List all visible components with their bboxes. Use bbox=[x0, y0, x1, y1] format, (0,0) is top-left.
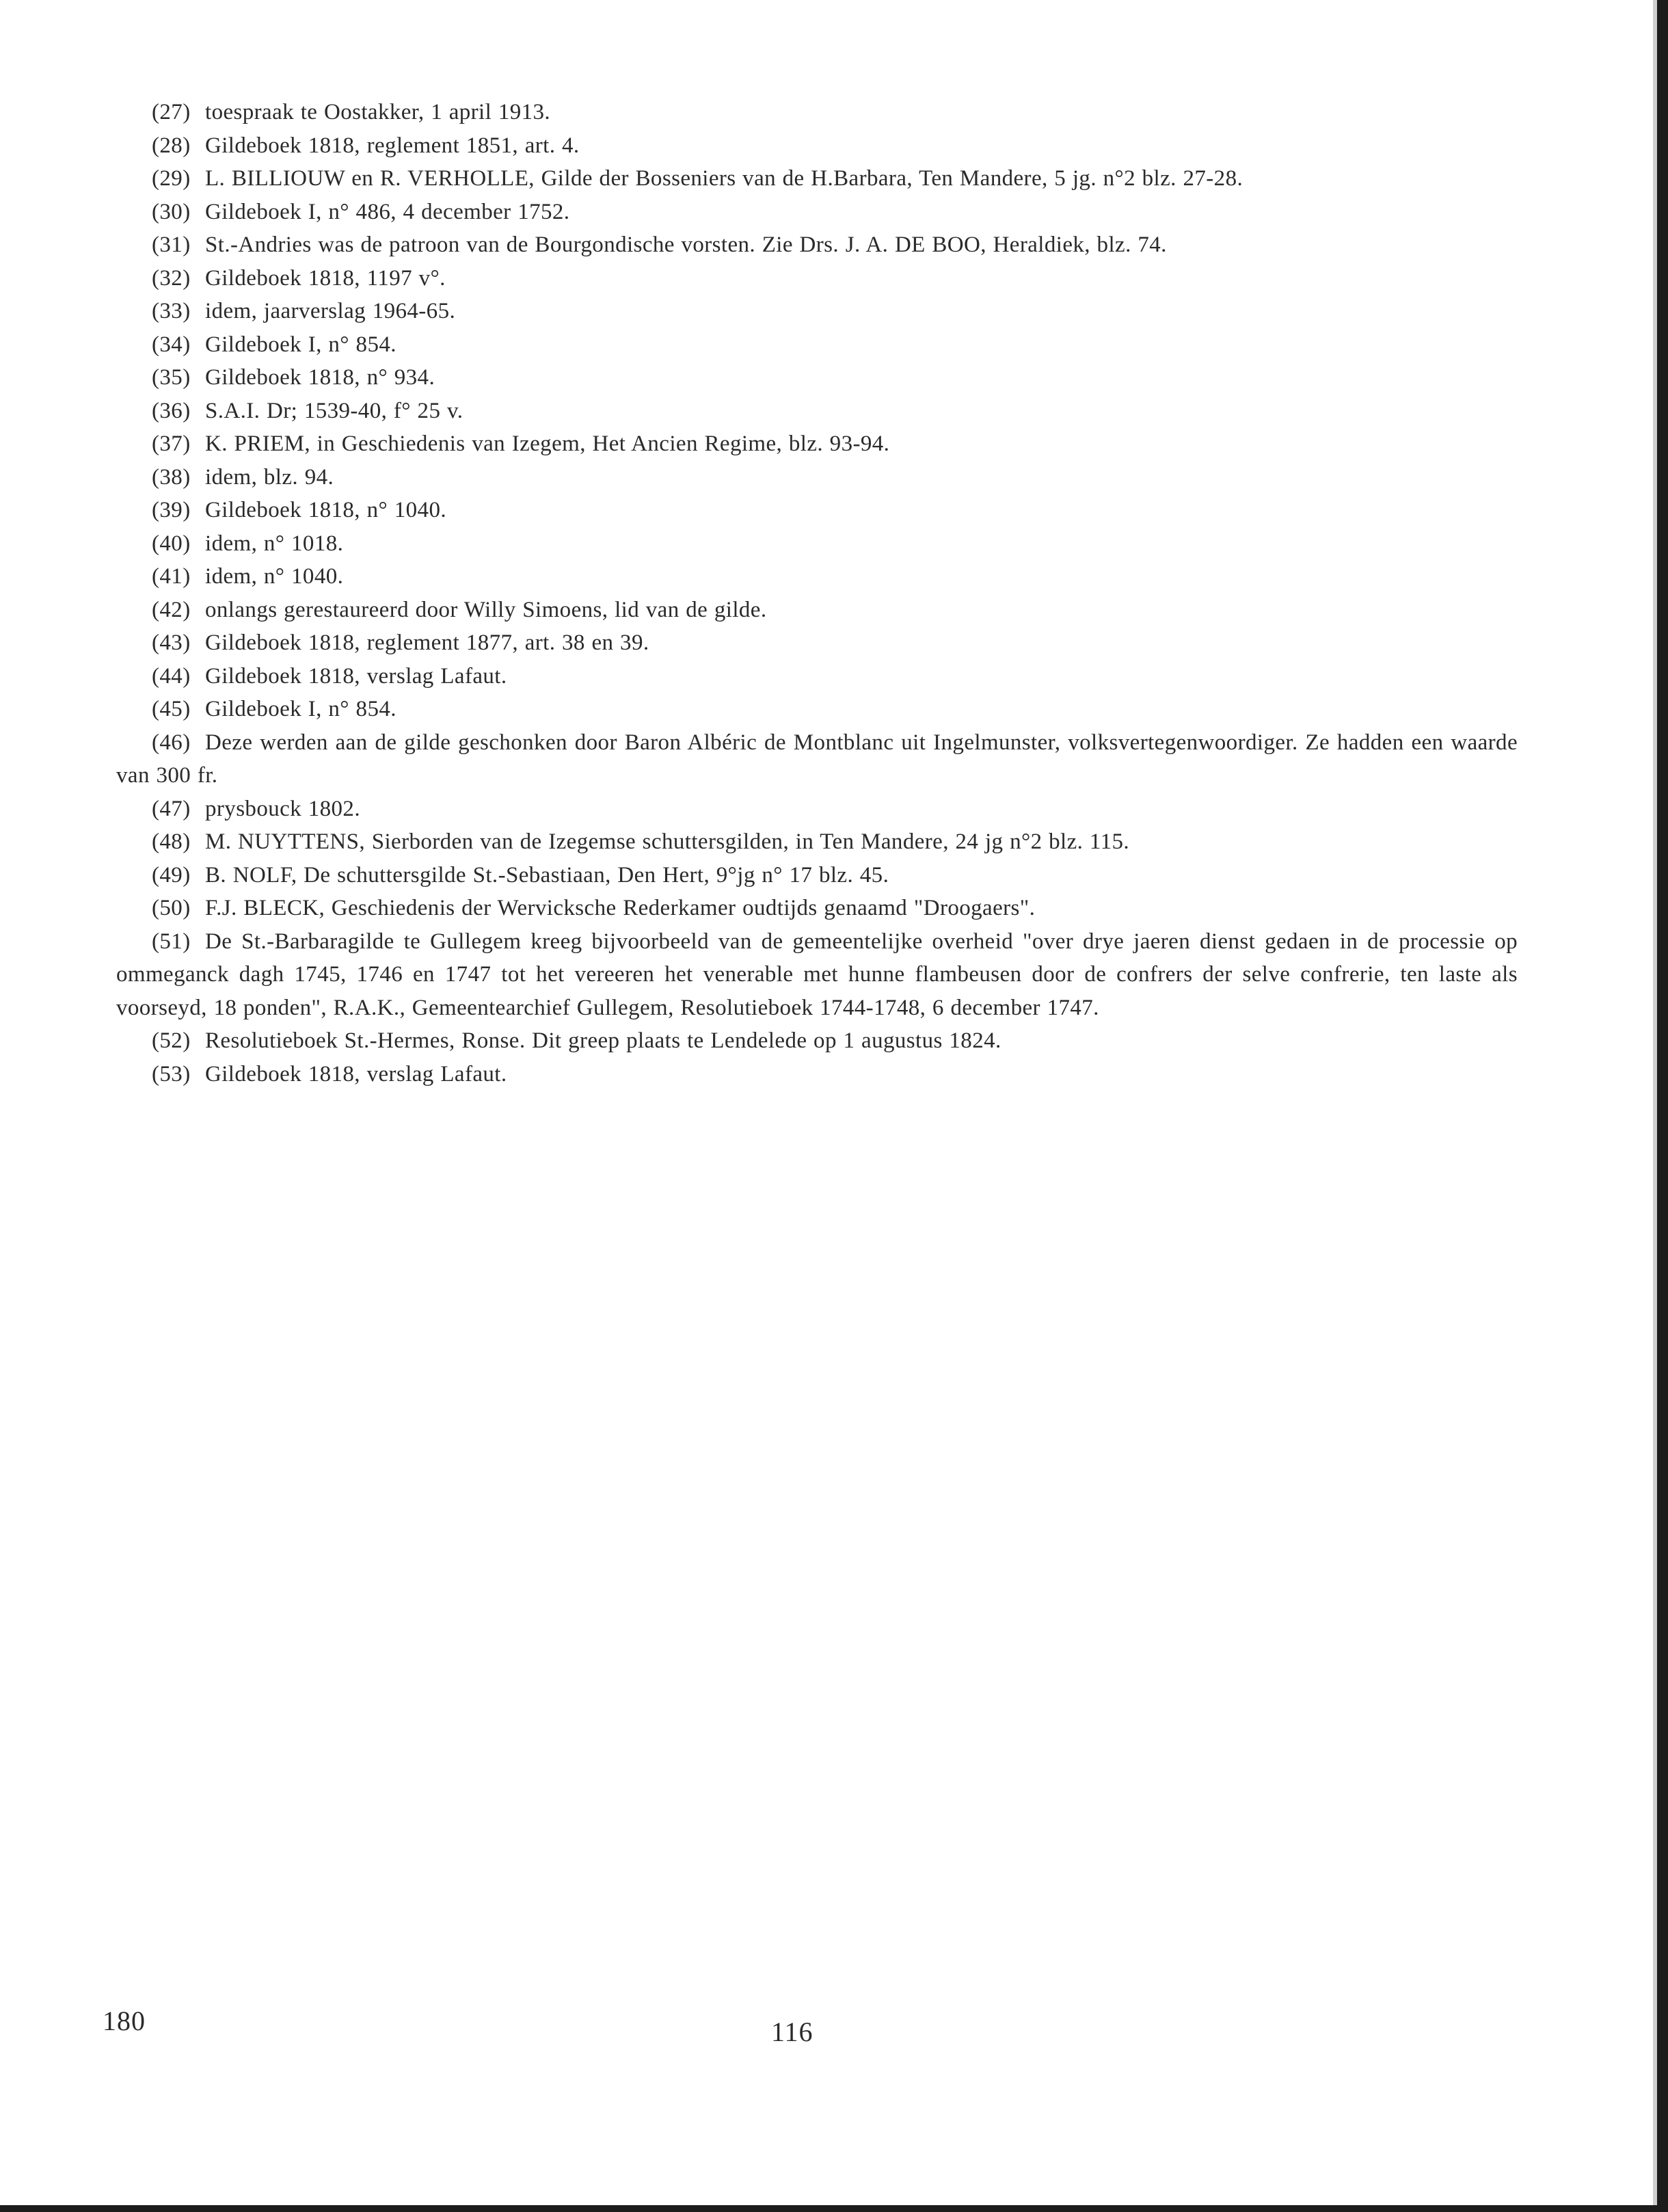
footnote bbox=[116, 792, 1518, 826]
footnote-number: (49) bbox=[152, 862, 191, 888]
scan-bottom-edge bbox=[0, 2205, 1668, 2212]
footnote-text: Gildeboek 1818, verslag Lafaut. bbox=[205, 1061, 507, 1087]
footnote-text: prysbouck 1802. bbox=[205, 796, 360, 821]
footnote bbox=[116, 693, 1518, 726]
footnote bbox=[116, 626, 1518, 660]
footnote bbox=[116, 925, 1518, 1025]
footnote-text: Gildeboek 1818, verslag Lafaut. bbox=[205, 663, 507, 689]
footnote-number: (43) bbox=[152, 630, 191, 655]
footnote-text: idem, jaarverslag 1964-65. bbox=[205, 299, 456, 323]
footnote-number: (35) bbox=[152, 365, 191, 390]
footnote-number: (38) bbox=[152, 464, 191, 490]
footnote bbox=[116, 1024, 1518, 1058]
footnote-number: (27) bbox=[152, 100, 191, 124]
footnote-number: (44) bbox=[152, 663, 191, 689]
footnote-number: (37) bbox=[152, 431, 191, 456]
footnote-text: Gildeboek I, n° 486, 4 december 1752. bbox=[205, 199, 570, 224]
footnote-number: (40) bbox=[152, 531, 191, 556]
footnote-text: S.A.I. Dr; 1539-40, f° 25 v. bbox=[205, 398, 463, 423]
footnote-text: idem, blz. 94. bbox=[205, 464, 334, 490]
footnote bbox=[116, 660, 1518, 693]
footnote-number: (51) bbox=[152, 929, 191, 954]
footnote bbox=[116, 527, 1518, 561]
footnote-number: (31) bbox=[152, 232, 191, 257]
footnote-number: (46) bbox=[152, 730, 191, 755]
footnote-text: onlangs gerestaureerd door Willy Simoens, lid van de gilde. bbox=[205, 597, 767, 622]
footnote-text: F.J. BLECK, Geschiedenis der Wervicksche Rederkamer oudtijds genaamd "Droogaers". bbox=[205, 896, 1036, 920]
footnote-text: toespraak te Oostakker, 1 april 1913. bbox=[205, 100, 551, 124]
footnote-text: De St.-Barbaragilde te Gullegem kreeg bijvoorbeeld van de gemeentelijke overheid "over drye jaeren dienst gedaen in de processie op ommeganck dagh 1745, 1746 en 1747 tot het vereeren het venerable met hunne flambeusen door de confrers der selve confrerie, ten laste als voorseyd, 18 ponden", R.A.K., Gemeentearchief Gullegem, Resolutieboek 1744-1748, 6 december 1747. bbox=[116, 929, 1518, 1020]
footnote-text: Gildeboek 1818, reglement 1851, art. 4. bbox=[205, 133, 580, 158]
footnote bbox=[116, 427, 1518, 461]
footnote-number: (45) bbox=[152, 697, 191, 721]
footnote-number: (47) bbox=[152, 796, 191, 821]
footnote-text: B. NOLF, De schuttersgilde St.-Sebastiaan, Den Hert, 9°jg n° 17 blz. 45. bbox=[205, 862, 889, 888]
footnote-number: (50) bbox=[152, 896, 191, 920]
footnote bbox=[116, 328, 1518, 362]
footnote bbox=[116, 726, 1518, 792]
footnote-text: L. BILLIOUW en R. VERHOLLE, Gilde der Bosseniers van de H.Barbara, Ten Mandere, 5 jg. n°2 blz. 27-28. bbox=[205, 166, 1243, 191]
footnote bbox=[116, 295, 1518, 328]
footnote-text: Gildeboek 1818, n° 934. bbox=[205, 365, 435, 390]
footnote-text: Gildeboek 1818, n° 1040. bbox=[205, 498, 447, 522]
footnote-number: (39) bbox=[152, 498, 191, 522]
footnote-number: (42) bbox=[152, 597, 191, 622]
footnote bbox=[116, 594, 1518, 627]
footnote bbox=[116, 262, 1518, 295]
footnote bbox=[116, 129, 1518, 163]
footnote-text: Gildeboek I, n° 854. bbox=[205, 697, 396, 721]
footnote bbox=[116, 560, 1518, 594]
footnote bbox=[116, 825, 1518, 859]
footnote-number: (28) bbox=[152, 133, 191, 158]
footnote-number: (52) bbox=[152, 1028, 191, 1053]
footnote-text: Gildeboek I, n° 854. bbox=[205, 332, 396, 357]
footnote-list bbox=[116, 96, 1518, 1091]
scan-edge bbox=[1657, 0, 1668, 2212]
footnote bbox=[116, 892, 1518, 925]
footnote-text: Gildeboek 1818, reglement 1877, art. 38 en 39. bbox=[205, 630, 649, 655]
footnote bbox=[116, 859, 1518, 892]
footnote-number: (33) bbox=[152, 299, 191, 323]
footnote-text: idem, n° 1040. bbox=[205, 564, 344, 589]
footnote-number: (34) bbox=[152, 332, 191, 357]
footnote bbox=[116, 1058, 1518, 1091]
footnote-number: (32) bbox=[152, 265, 191, 291]
footnote bbox=[116, 96, 1518, 129]
page-number-center: 116 bbox=[771, 2016, 813, 2047]
footnote bbox=[116, 361, 1518, 395]
footnote bbox=[116, 461, 1518, 494]
footnote bbox=[116, 196, 1518, 229]
footnote-number: (48) bbox=[152, 829, 191, 854]
footnote-number: (36) bbox=[152, 398, 191, 423]
footnote-text: idem, n° 1018. bbox=[205, 531, 344, 556]
footnote bbox=[116, 395, 1518, 428]
footnote-text: K. PRIEM, in Geschiedenis van Izegem, Het Ancien Regime, blz. 93-94. bbox=[205, 431, 890, 456]
footnote bbox=[116, 228, 1518, 262]
footnote-number: (53) bbox=[152, 1061, 191, 1087]
page-number-left: 180 bbox=[103, 2006, 146, 2036]
footnote-text: St.-Andries was de patroon van de Bourgondische vorsten. Zie Drs. J. A. DE BOO, Heraldiek, blz. 74. bbox=[205, 232, 1167, 257]
footnote bbox=[116, 162, 1518, 196]
footnote-text: M. NUYTTENS, Sierborden van de Izegemse schuttersgilden, in Ten Mandere, 24 jg n°2 blz. 115. bbox=[205, 829, 1130, 854]
footnote bbox=[116, 494, 1518, 527]
footnote-text: Gildeboek 1818, 1197 v°. bbox=[205, 265, 446, 291]
footnote-number: (41) bbox=[152, 564, 191, 589]
footnote-number: (29) bbox=[152, 166, 191, 191]
footnote-text: Deze werden aan de gilde geschonken door Baron Albéric de Montblanc uit Ingelmunster, volksvertegenwoordiger. Ze hadden een waarde van 300 fr. bbox=[116, 730, 1518, 788]
footnote-number: (30) bbox=[152, 199, 191, 224]
footnote-text: Resolutieboek St.-Hermes, Ronse. Dit greep plaats te Lendelede op 1 augustus 1824. bbox=[205, 1028, 1001, 1053]
